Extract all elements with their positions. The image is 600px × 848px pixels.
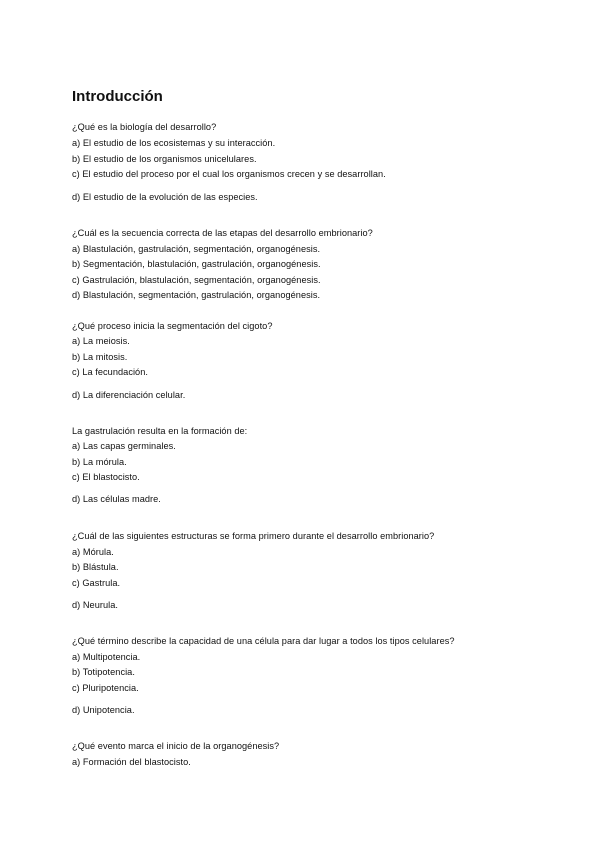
question-6-option-d: d) Unipotencia.	[72, 705, 135, 715]
question-2-option-d: d) Blastulación, segmentación, gastrulación, organogénesis.	[72, 290, 321, 300]
question-2: ¿Cuál es la secuencia correcta de las etapas del desarrollo embrionario?	[72, 228, 373, 238]
page-title: Introducción	[72, 88, 163, 105]
question-7-option-a: a) Formación del blastocisto.	[72, 757, 191, 767]
question-1-option-b: b) El estudio de los organismos unicelulares.	[72, 154, 257, 164]
question-5-option-b: b) Blástula.	[72, 562, 119, 572]
question-4-option-d: d) Las células madre.	[72, 494, 161, 504]
question-4-option-b: b) La mórula.	[72, 457, 127, 467]
question-6: ¿Qué término describe la capacidad de una célula para dar lugar a todos los tipos celulares?	[72, 636, 455, 646]
question-5: ¿Cuál de las siguientes estructuras se forma primero durante el desarrollo embrionario?	[72, 531, 435, 541]
question-3-option-a: a) La meiosis.	[72, 336, 130, 346]
question-1-option-c: c) El estudio del proceso por el cual los organismos crecen y se desarrollan.	[72, 169, 386, 179]
question-6-option-a: a) Multipotencia.	[72, 652, 141, 662]
question-3: ¿Qué proceso inicia la segmentación del cigoto?	[72, 321, 273, 331]
question-2-option-c: c) Gastrulación, blastulación, segmentación, organogénesis.	[72, 275, 321, 285]
question-3-option-c: c) La fecundación.	[72, 367, 148, 377]
question-2-option-a: a) Blastulación, gastrulación, segmentación, organogénesis.	[72, 244, 321, 254]
question-1-option-a: a) El estudio de los ecosistemas y su interacción.	[72, 138, 276, 148]
question-6-option-b: b) Totipotencia.	[72, 667, 135, 677]
question-7: ¿Qué evento marca el inicio de la organogénesis?	[72, 741, 280, 751]
question-6-option-c: c) Pluripotencia.	[72, 683, 139, 693]
question-5-option-c: c) Gastrula.	[72, 578, 121, 588]
question-1: ¿Qué es la biología del desarrollo?	[72, 122, 217, 132]
question-5-option-a: a) Mórula.	[72, 547, 114, 557]
question-1-option-d: d) El estudio de la evolución de las especies.	[72, 192, 258, 202]
question-5-option-d: d) Neurula.	[72, 600, 118, 610]
question-2-option-b: b) Segmentación, blastulación, gastrulación, organogénesis.	[72, 259, 321, 269]
question-4: La gastrulación resulta en la formación de:	[72, 426, 248, 436]
question-3-option-d: d) La diferenciación celular.	[72, 390, 186, 400]
question-4-option-c: c) El blastocisto.	[72, 472, 140, 482]
question-4-option-a: a) Las capas germinales.	[72, 441, 176, 451]
question-3-option-b: b) La mitosis.	[72, 352, 128, 362]
